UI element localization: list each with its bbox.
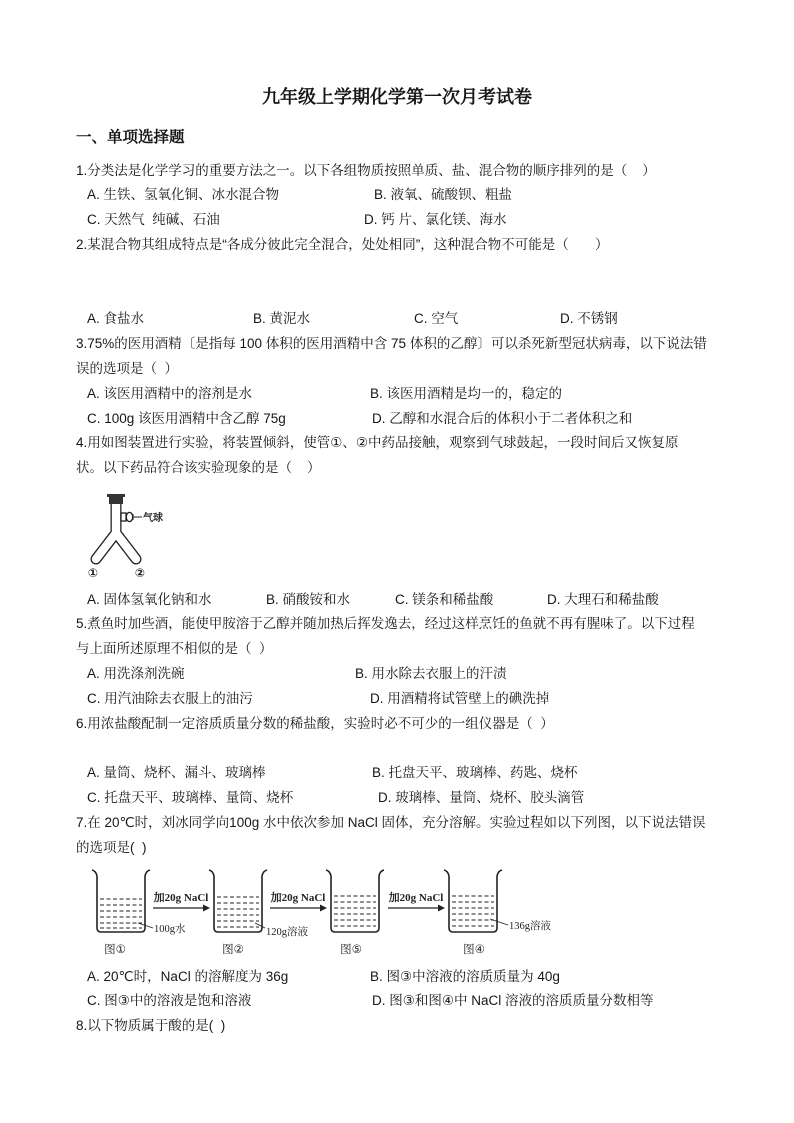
liquid-dashes <box>334 896 376 926</box>
option-a: A. 量筒、烧杯、漏斗、玻璃棒 <box>87 765 266 781</box>
step-label-1: 加20g NaCl <box>153 892 209 905</box>
caption-beaker-4: 图④ <box>463 944 485 957</box>
option-c: C. 托盘天平、玻璃棒、量筒、烧杯 <box>87 789 294 805</box>
option-b: B. 托盘天平、玻璃棒、药匙、烧杯 <box>372 765 578 781</box>
option-c: C. 天然气 纯碱、石油 <box>87 212 220 228</box>
question-5 <box>76 612 766 711</box>
step-label-2: 加20g NaCl <box>270 892 326 905</box>
option-row <box>76 687 766 712</box>
option-row <box>76 208 766 233</box>
beaker-2 <box>209 870 267 932</box>
balloon-label: 气球 <box>143 512 163 524</box>
option-row <box>76 588 766 613</box>
answer-space <box>76 736 766 761</box>
option-row <box>76 183 766 208</box>
balloon <box>126 512 132 521</box>
option-d: D. 钙 片、氯化镁、海水 <box>364 212 507 228</box>
arrow-head <box>203 905 210 912</box>
beaker-4 <box>444 870 502 932</box>
option-a: A. 20℃时，NaCl 的溶解度为 36g <box>87 968 289 984</box>
question-stem: 误的选项是（ ） <box>76 360 179 376</box>
option-b: B. 液氧、硫酸钡、粗盐 <box>374 187 513 203</box>
option-b: B. 硝酸铵和水 <box>266 591 351 607</box>
option-c: C. 100g 该医用酒精中含乙醇 75g <box>87 410 286 426</box>
option-b: B. 用水除去衣服上的汗渍 <box>355 665 507 681</box>
section-heading: 一、单项选择题 <box>76 129 185 146</box>
option-row <box>76 761 766 786</box>
question-7 <box>76 811 766 1014</box>
option-row <box>76 965 766 990</box>
arrow-head <box>438 905 445 912</box>
question-stem: 3.75%的医用酒精〔是指每 100 体积的医用酒精中含 75 体积的乙醇〕可以杀死新型冠状病毒，以下说法错 <box>76 336 707 352</box>
y-tube <box>96 503 136 559</box>
option-row <box>76 786 766 811</box>
leader-line-4 <box>490 919 508 925</box>
option-b: B. 黄泥水 <box>253 311 311 327</box>
option-c: C. 空气 <box>414 311 459 327</box>
question-stem: 6.用浓盐酸配制一定溶质质量分数的稀盐酸，实验时必不可少的一组仪器是（ ） <box>76 715 554 731</box>
question-stem: 与上面所述原理不相似的是（ ） <box>76 641 273 657</box>
beaker-diagram <box>90 866 570 960</box>
question-stem: 7.在 20℃时，刘冰同学向100g 水中依次参加 NaCl 固体，充分溶解。实验过程如以下列图，以下说法错误 <box>76 814 706 830</box>
question-stem: 2.某混合物其组成特点是“各成分彼此完全混合，处处相同”，这种混合物不可能是（ ） <box>76 236 609 252</box>
option-a: A. 用洗涤剂洗碗 <box>87 665 185 681</box>
beaker-3 <box>326 870 384 932</box>
question-1 <box>76 159 766 233</box>
mass-label-solution-4: 136g溶液 <box>509 921 551 933</box>
option-a: A. 食盐水 <box>87 311 145 327</box>
caption-beaker-3: 图⑤ <box>340 944 362 957</box>
option-d: D. 不锈钢 <box>560 311 618 327</box>
arrow-1 <box>153 905 210 912</box>
mass-label-water: 100g水 <box>154 924 186 936</box>
option-a: A. 固体氢氧化钠和水 <box>87 591 212 607</box>
option-c: C. 镁条和稀盐酸 <box>395 591 494 607</box>
y-tube-figure <box>76 481 766 588</box>
y-tube-inner <box>96 503 136 559</box>
liquid-dashes <box>452 896 494 926</box>
option-row <box>76 662 766 687</box>
option-d: D. 乙醇和水混合后的体积小于二者体积之和 <box>372 410 633 426</box>
caption-beaker-1: 图① <box>104 944 126 957</box>
option-d: D. 玻璃棒、量筒、烧杯、胶头滴管 <box>378 789 585 805</box>
question-stem: 4.用如图装置进行实验，将装置倾斜，使管①、②中药品接触，观察到气球鼓起，一段时间后又恢复原 <box>76 435 679 451</box>
question-stem: 1.分类法是化学学习的重要方法之一。以下各组物质按照单质、盐、混合物的顺序排列的是（ ） <box>76 162 656 178</box>
beaker-outline <box>326 870 384 932</box>
question-6 <box>76 712 766 811</box>
question-3 <box>76 332 766 431</box>
liquid-dashes <box>100 899 142 928</box>
question-stem: 5.煮鱼时加些酒，能使甲胺溶于乙醇并随加热后挥发逸去，经过这样烹饪的鱼就不再有腥味了。以下过程 <box>76 616 695 632</box>
liquid-dashes <box>217 897 259 927</box>
option-row <box>76 407 766 432</box>
caption-beaker-2: 图② <box>222 944 244 957</box>
question-8 <box>76 1014 766 1039</box>
beaker-outline <box>444 870 502 932</box>
question-4 <box>76 431 766 612</box>
option-a: A. 该医用酒精中的溶剂是水 <box>87 385 253 401</box>
mass-label-solution-2: 120g溶液 <box>266 927 308 939</box>
question-stem: 状。以下药品符合该实验现象的是（ ） <box>76 460 321 476</box>
beaker-1 <box>92 870 150 932</box>
option-row <box>76 989 766 1014</box>
balloon-neck <box>121 513 126 521</box>
page-title: 九年级上学期化学第一次月考试卷 <box>262 87 532 107</box>
option-d: D. 图③和图④中 NaCl 溶液的溶质质量分数相等 <box>372 993 654 1009</box>
arrow-3 <box>388 905 445 912</box>
tube-1-label: ① <box>87 565 99 580</box>
option-d: D. 大理石和稀盐酸 <box>547 591 659 607</box>
option-c: C. 图③中的溶液是饱和溶液 <box>87 993 252 1009</box>
beaker-figure <box>76 860 766 964</box>
question-stem: 的选项是( ) <box>76 839 147 855</box>
question-stem: 8.以下物质属于酸的是( ) <box>76 1018 226 1034</box>
option-row <box>76 382 766 407</box>
option-d: D. 用酒精将试管壁上的碘洗掉 <box>370 690 550 706</box>
question-2 <box>76 233 766 332</box>
answer-space <box>76 258 766 308</box>
step-label-3: 加20g NaCl <box>388 892 444 905</box>
option-c: C. 用汽油除去衣服上的油污 <box>87 690 253 706</box>
question-list <box>76 159 766 1039</box>
arrow-2 <box>270 905 327 912</box>
y-tube-diagram <box>84 493 174 583</box>
option-b: B. 该医用酒精是均一的，稳定的 <box>370 385 563 401</box>
option-a: A. 生铁、氢氧化铜、冰水混合物 <box>87 187 280 203</box>
option-b: B. 图③中溶液的溶质质量为 40g <box>370 968 560 984</box>
beaker-outline <box>209 870 267 932</box>
stopper-body <box>109 496 123 504</box>
tube-2-label: ② <box>134 565 146 580</box>
option-row <box>76 307 766 332</box>
arrow-head <box>320 905 327 912</box>
